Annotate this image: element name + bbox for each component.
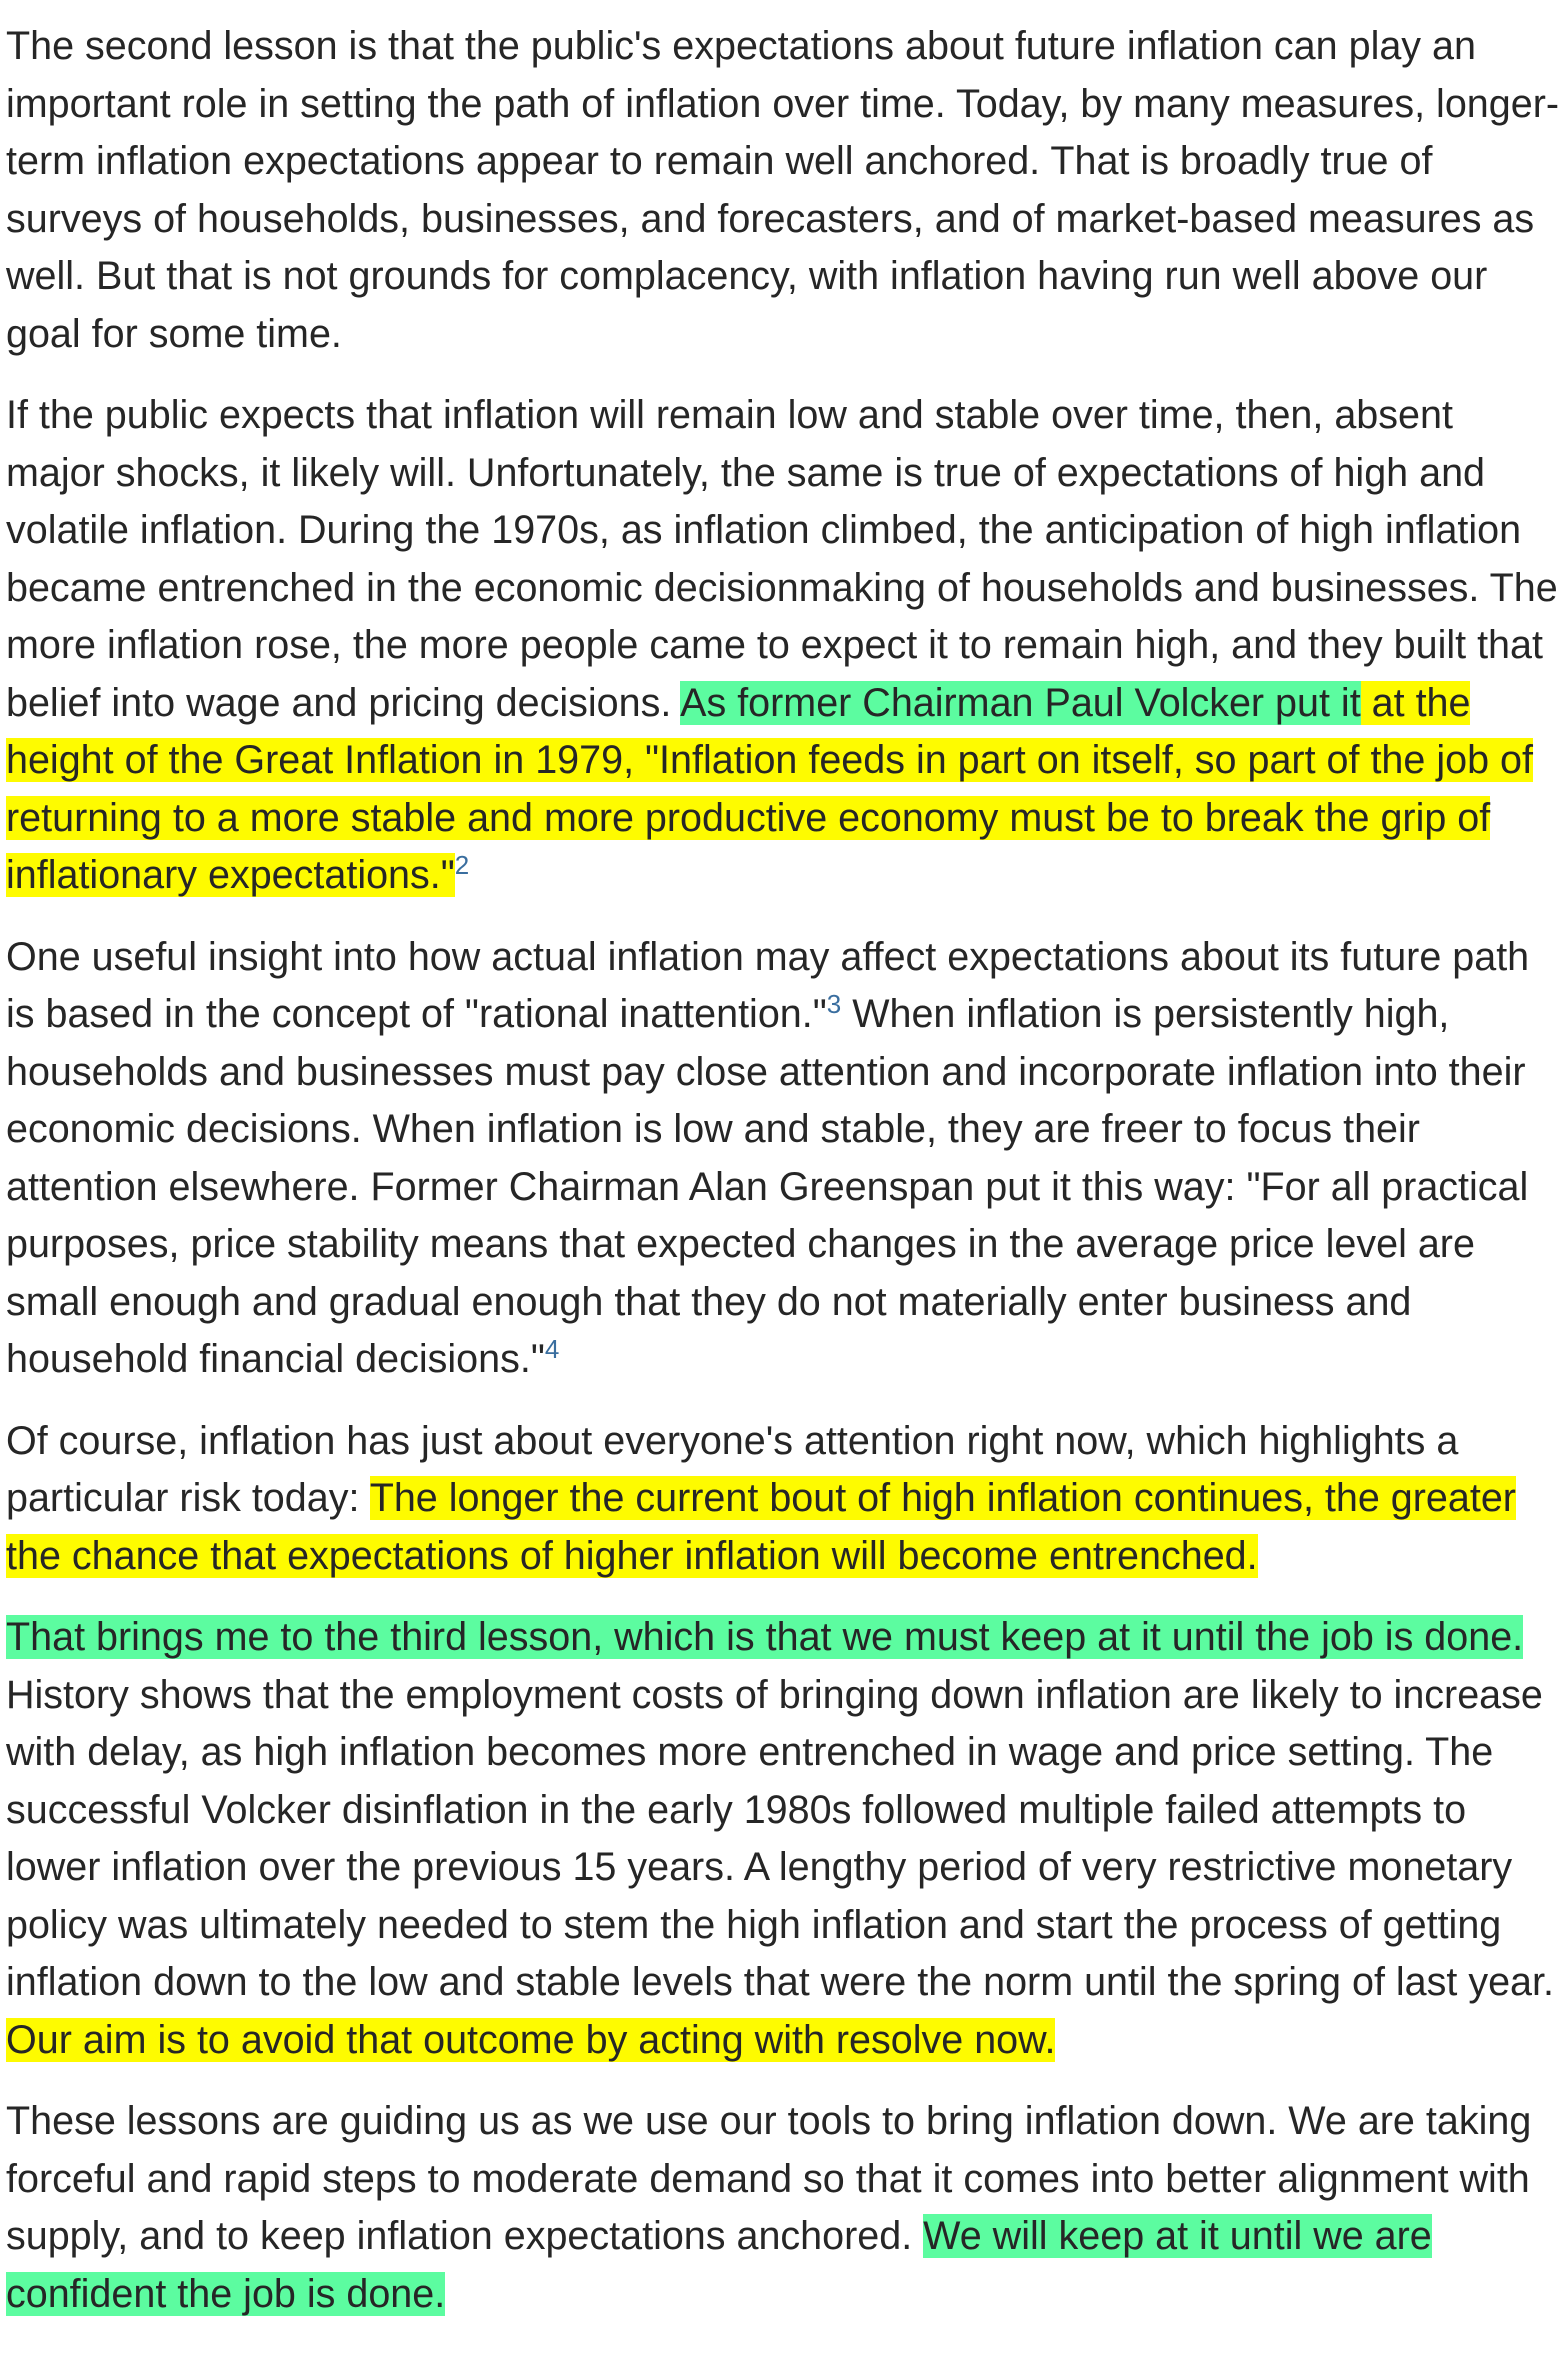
green-highlight: That brings me to the third lesson, which is that we must keep at it until the job is done.	[6, 1615, 1524, 1659]
paragraph-text: These lessons are guiding us as we use our tools to bring inflation down. We are taking forceful and rapid steps to moderate demand so that it comes into better alignment with supply, and to keep inflation expectations anchored.	[6, 2099, 1532, 2258]
paragraph-lessons-guiding	[6, 2093, 1562, 2323]
paragraph-public-expectations	[6, 387, 1562, 905]
paragraph-text: History shows that the employment costs of bringing down inflation are likely to increase with delay, as high inflation becomes more entrenched in wage and price setting. The successful Volcker disinflation in the early 1980s followed multiple failed attempts to lower inflation over the previous 15 years. A lengthy period of very restrictive monetary policy was ultimately needed to stem the high inflation and start the process of getting inflation down to the low and stable levels that were the norm until the spring of last year.	[6, 1672, 1554, 2004]
paragraph-rational-inattention	[6, 929, 1562, 1389]
footnote-link-4[interactable]: 4	[544, 1333, 560, 1364]
green-highlight: We will keep at it until we are confident the job is done.	[6, 2214, 1432, 2316]
paragraph-text: When inflation is persistently high, households and businesses must pay close attention and incorporate inflation into their economic decisions. When inflation is low and stable, they are freer to focus their attention elsewhere. Former Chairman Alan Greenspan put it this way: "For all practical purposes, price stability means that expected changes in the average price level are small enough and gradual enough that they do not materially enter business and household financial decisions."	[6, 992, 1529, 1381]
paragraph-text: One useful insight into how actual inflation may affect expectations about its future path is based in the concept of "rational inattention."	[6, 934, 1530, 1036]
yellow-highlight: at the height of the Great Inflation in 1979, "Inflation feeds in part on itself, so part of the job of returning to a more stable and more productive economy must be to break the grip of inflationary expectations."	[6, 680, 1533, 897]
yellow-highlight: Our aim is to avoid that outcome by acting with resolve now.	[6, 2017, 1056, 2062]
footnote-link-3[interactable]: 3	[826, 988, 842, 1019]
paragraph-second-lesson	[6, 18, 1562, 363]
paragraph-particular-risk	[6, 1413, 1562, 1586]
yellow-highlight: The longer the current bout of high inflation continues, the greater the chance that expectations of higher inflation will become entrenched.	[6, 1476, 1516, 1578]
paragraph-third-lesson	[6, 1609, 1562, 2069]
paragraph-text: Of course, inflation has just about everyone's attention right now, which highlights a particular risk today:	[6, 1418, 1459, 1520]
green-highlight: As former Chairman Paul Volcker put it	[680, 680, 1361, 725]
paragraph-text: If the public expects that inflation will remain low and stable over time, then, absent major shocks, it likely will. Unfortunately, the same is true of expectations of high and volatile inflation. During the 1970s, as inflation climbed, the anticipation of high inflation became entrenched in the economic decisionmaking of households and businesses. The more inflation rose, the more people came to expect it to remain high, and they built that belief into wage and pricing decisions.	[6, 393, 1558, 725]
footnote-link-2[interactable]: 2	[454, 849, 470, 880]
paragraph-text: The second lesson is that the public's expectations about future inflation can play an important role in setting the path of inflation over time. Today, by many measures, longer-term inflation expectations appear to remain well anchored. That is broadly true of surveys of households, businesses, and forecasters, and of market-based measures as well. But that is not grounds for complacency, with inflation having run well above our goal for some time.	[6, 24, 1559, 356]
